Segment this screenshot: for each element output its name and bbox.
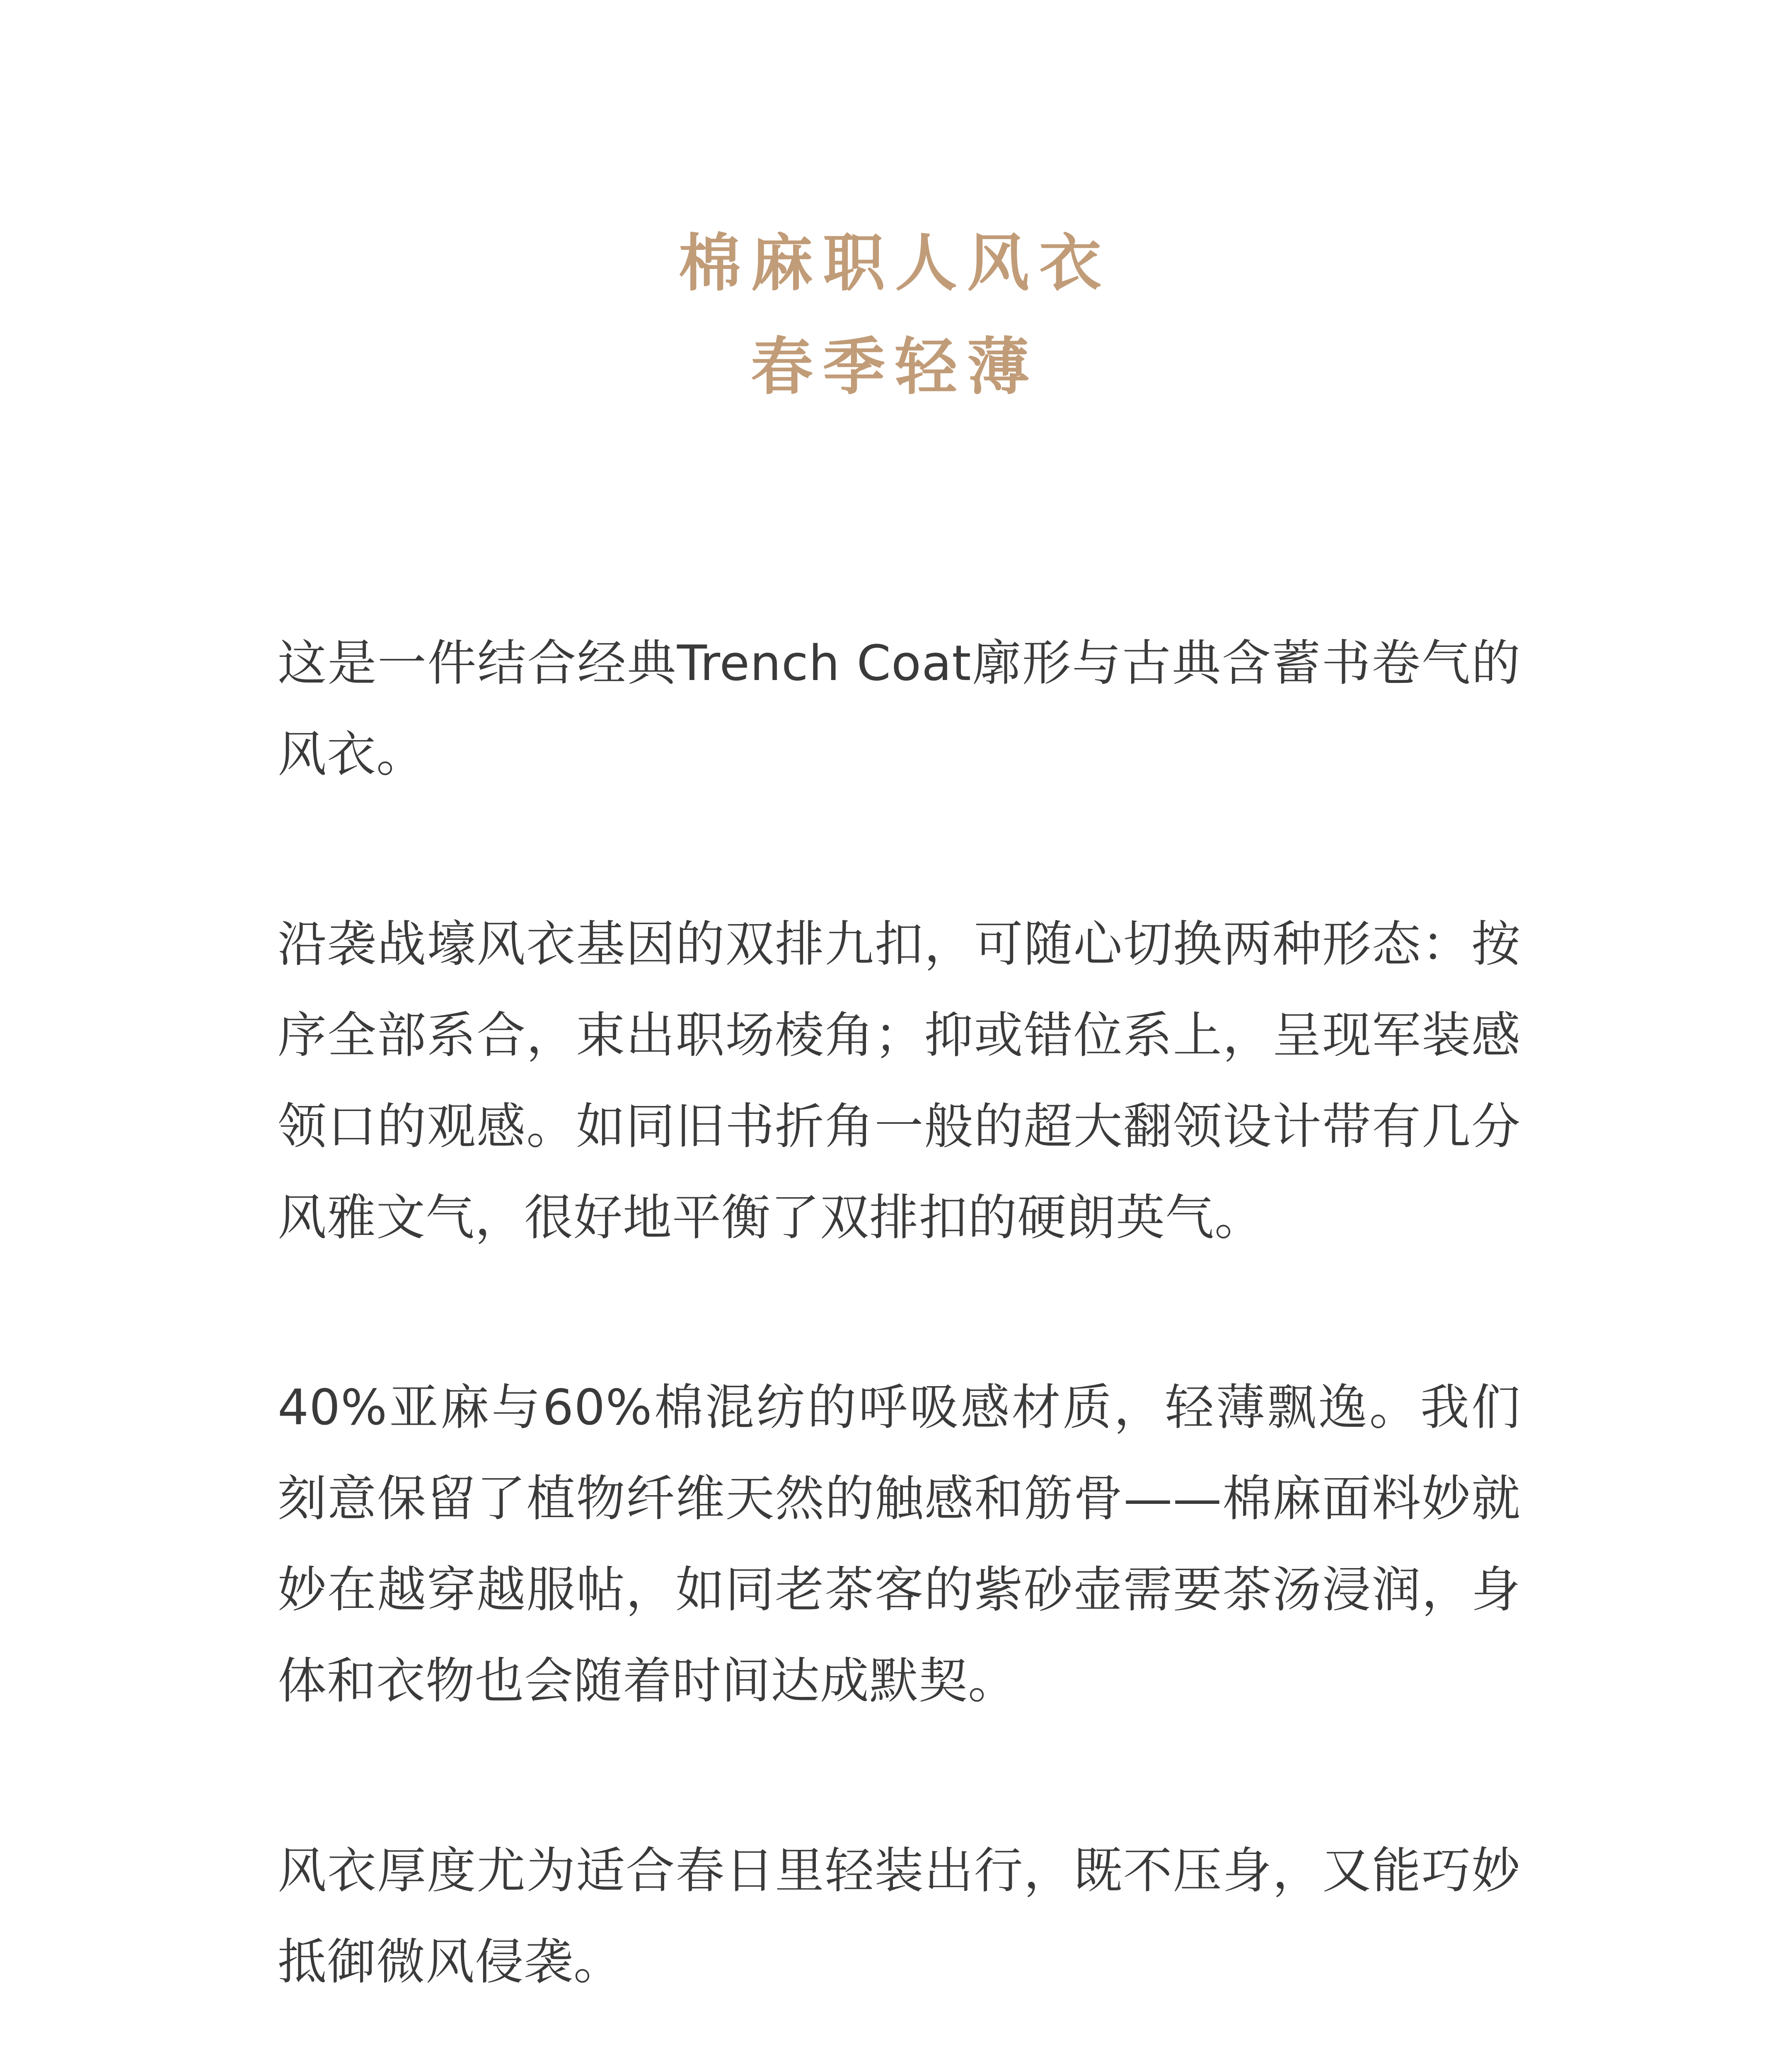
page-subtitle: 春季轻薄 xyxy=(750,330,1039,403)
description-text xyxy=(278,617,1521,2072)
paragraph-thickness: 风衣厚度尤为适合春日里轻装出行，既不压身，又能巧妙抵御微风侵袭。 xyxy=(278,1842,1521,1990)
paragraph-intro: 这是一件结合经典Trench Coat廓形与古典含蓄书卷气的风衣。 xyxy=(278,634,1521,783)
title-block xyxy=(0,211,1790,419)
paragraph-buttons-collar: 沿袭战壕风衣基因的双排九扣，可随心切换两种形态：按序全部系合，束出职场棱角；抑或错位系上，呈现军装感领口的观感。如同旧书折角一般的超大翻领设计带有几分风雅文气，很好地平衡了双排扣的硬朗英气。 xyxy=(278,915,1521,1246)
page-title: 棉麻职人风衣 xyxy=(678,227,1111,300)
paragraph-material: 40%亚麻与60%棉混纺的呼吸感材质，轻薄飘逸。我们刻意保留了植物纤维天然的触感和筋骨——棉麻面料妙就妙在越穿越服帖，如同老茶客的紫砂壶需要茶汤浸润，身体和衣物也会随着时间达成默契。 xyxy=(278,1379,1521,1709)
